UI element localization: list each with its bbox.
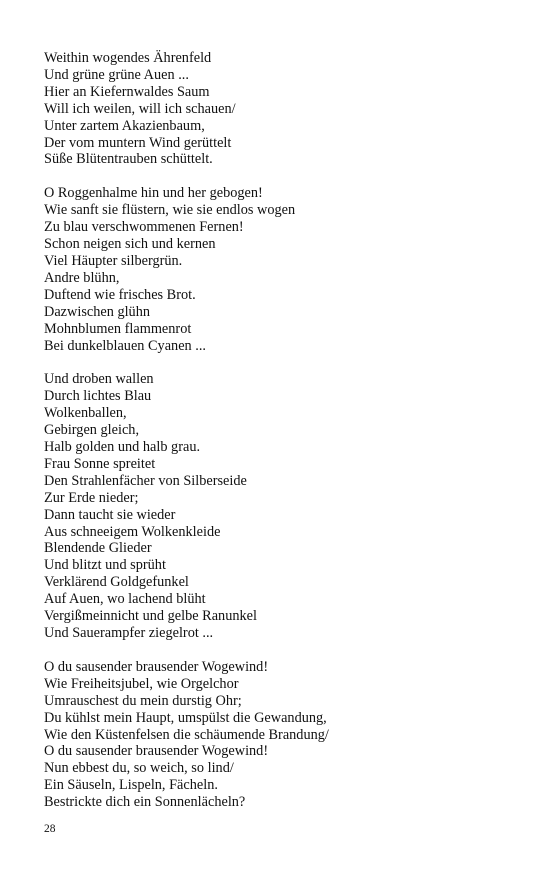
poem-line: Halb golden und halb grau. xyxy=(44,439,201,456)
poem-line: Weithin wogendes Ährenfeld xyxy=(44,50,212,66)
poem-line: Der vom muntern Wind gerüttelt xyxy=(44,134,232,151)
poem-line: Hier an Kiefernwaldes Saum xyxy=(44,83,210,100)
poem-line: Blendende Glieder xyxy=(44,540,152,557)
poem-line: Umrauschest du mein durstig Ohr; xyxy=(44,692,242,709)
poem-line: Zur Erde nieder; xyxy=(44,489,139,506)
poem-line: Und Sauerampfer ziegelrot ... xyxy=(44,625,214,641)
page-number: 28 xyxy=(44,823,56,835)
poem-line: Den Strahlenfächer von Silberseide xyxy=(44,472,247,489)
poem-line: Auf Auen, wo lachend blüht xyxy=(44,591,206,608)
poem-body xyxy=(44,50,514,828)
stanza xyxy=(44,50,514,168)
stanza xyxy=(44,371,514,642)
poem-line: Süße Blütentrauben schüttelt. xyxy=(44,151,213,168)
poem-line: Wie sanft sie flüstern, wie sie endlos wogen xyxy=(44,202,296,219)
poem-line: Du kühlst mein Haupt, umspülst die Gewandung, xyxy=(44,709,327,726)
poem-line: Durch lichtes Blau xyxy=(44,388,152,405)
poem-line: Und blitzt und sprüht xyxy=(44,557,166,574)
poem-line: Will ich weilen, will ich schauen/ xyxy=(44,100,236,117)
poem-line: Mohnblumen flammenrot xyxy=(44,320,192,337)
poem-line: Bei dunkelblauen Cyanen ... xyxy=(44,337,206,354)
poem-line: Und droben wallen xyxy=(44,371,154,388)
poem-line: Gebirgen gleich, xyxy=(44,422,140,439)
poem-line: O du sausender brausender Wogewind! xyxy=(44,658,269,675)
poem-line: Duftend wie frisches Brot. xyxy=(44,286,196,303)
poem-line: Unter zartem Akazienbaum, xyxy=(44,117,205,134)
poem-line: Dazwischen glühn xyxy=(44,303,151,320)
poem-line: Wie Freiheitsjubel, wie Orgelchor xyxy=(44,675,239,692)
poem-line: Zu blau verschwommenen Fernen! xyxy=(44,219,244,236)
poem-line: Frau Sonne spreitet xyxy=(44,455,156,472)
poem-line: Bestrickte dich ein Sonnenlächeln? xyxy=(44,794,246,811)
poem-line: O du sausender brausender Wogewind! xyxy=(44,743,269,760)
poem-line: Und grüne grüne Auen ... xyxy=(44,66,189,83)
stanza xyxy=(44,659,514,811)
poem-line: Andre blühn, xyxy=(44,269,120,286)
poem-line: O Roggenhalme hin und her gebogen! xyxy=(44,185,263,202)
poem-line: Nun ebbest du, so weich, so lind/ xyxy=(44,760,234,777)
poem-line: Viel Häupter silbergrün. xyxy=(44,252,183,269)
poem-line: Wolkenballen, xyxy=(44,405,127,422)
stanza xyxy=(44,185,514,354)
poem-line: Wie den Küstenfelsen die schäumende Brandung/ xyxy=(44,726,329,743)
poem-line: Aus schneeigem Wolkenkleide xyxy=(44,523,221,540)
poem-line: Ein Säuseln, Lispeln, Fächeln. xyxy=(44,777,218,794)
poem-line: Schon neigen sich und kernen xyxy=(44,236,216,253)
poem-line: Vergißmeinnicht und gelbe Ranunkel xyxy=(44,608,257,625)
poem-line: Verklärend Goldgefunkel xyxy=(44,574,189,591)
poem-line: Dann taucht sie wieder xyxy=(44,506,176,523)
